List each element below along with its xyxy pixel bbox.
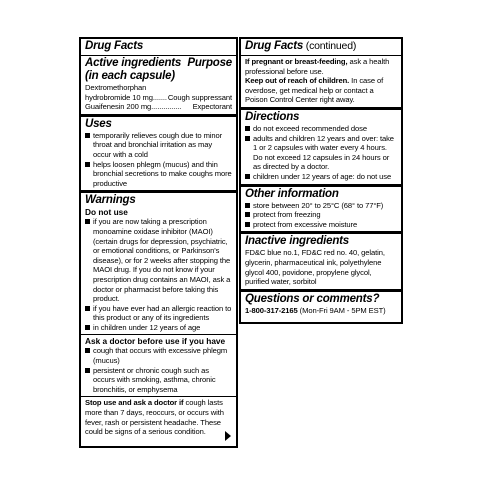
inactive-ingredients-section	[241, 231, 401, 288]
ingredient-line: Dextromethorphan	[85, 83, 147, 92]
bullet-icon	[245, 134, 253, 172]
list-item: if you have ever had an allergic reaction to this product or any of its ingredients	[85, 304, 232, 323]
bullet-icon	[85, 366, 93, 395]
list-item: temporarily relieves cough due to minor throat and bronchial irritation as may occur with a cold	[85, 131, 232, 160]
stop-use-section	[81, 396, 236, 438]
bullet-icon	[85, 346, 93, 365]
list-item: if you are now taking a prescription monoamine oxidase inhibitor (MAOI) (certain drugs for depression, psychiatric, or emotional conditions, or Parkinson's disease), or for 2 weeks after stopping the MAOI drug. If you do not know if your prescription drug contains an MAOI, ask a doctor or pharmacist before taking this product.	[85, 217, 232, 303]
drug-facts-panel-left	[79, 37, 238, 448]
list-item: protect from excessive moisture	[245, 220, 397, 230]
ingredient-amount: Guaifenesin 200 mg...............	[85, 102, 182, 112]
ingredient-row	[85, 102, 232, 112]
ingredient-row	[85, 93, 232, 103]
list-item: store between 20° to 25°C (68° to 77°F)	[245, 201, 397, 211]
bullet-icon	[245, 124, 253, 134]
list-item: in children under 12 years of age	[85, 323, 232, 333]
ingredient-purpose: Expectorant	[192, 102, 232, 112]
ask-doctor-heading: Ask a doctor before use if you have	[85, 336, 226, 347]
active-ingredients-heading: Active ingredients	[85, 57, 182, 69]
directions-heading: Directions	[245, 110, 300, 123]
list-item: adults and children 12 years and over: take 1 or 2 capsules with water every 4 hours. Do not exceed 12 capsules in 24 hours or as directed by a doctor.	[245, 134, 397, 172]
list-item: children under 12 years of age: do not use	[245, 172, 397, 182]
stop-use-text: Stop use and ask a doctor if cough lasts more than 7 days, reoccurs, or occurs with fever, rash or persistent headache. These could be signs of a serious condition.	[85, 398, 224, 437]
other-information-heading: Other information	[245, 187, 339, 200]
ingredient-amount: hydrobromide 10 mg.......	[85, 92, 167, 102]
list-item: cough that occurs with excessive phlegm (mucus)	[85, 346, 232, 365]
inactive-ingredients-heading: Inactive ingredients	[245, 235, 350, 248]
pregnancy-section	[241, 55, 401, 107]
title-section	[241, 39, 401, 55]
purpose-heading: Purpose	[187, 57, 232, 69]
drug-facts-panel-right	[239, 37, 403, 324]
title-section	[81, 39, 236, 55]
bullet-icon	[85, 304, 93, 323]
ask-doctor-section	[81, 334, 236, 396]
list-item: do not exceed recommended dose	[245, 124, 397, 134]
list-item: persistent or chronic cough such as occurs with smoking, asthma, chronic bronchitis, or emphysema	[85, 366, 232, 395]
phone-number: 1-800-317-2165	[245, 305, 298, 315]
keep-out-text: Keep out of reach of children. In case of overdose, get medical help or contact a Poison Control Center right away.	[245, 76, 384, 105]
bullet-icon	[85, 323, 93, 333]
list-item: helps loosen phlegm (mucus) and thin bronchial secretions to make coughs more productive	[85, 160, 232, 189]
warnings-section	[81, 190, 236, 334]
questions-contact	[245, 306, 397, 316]
ingredient-purpose: Cough suppressant	[167, 92, 232, 102]
bullet-icon	[245, 220, 253, 230]
do-not-use-heading: Do not use	[85, 207, 128, 218]
active-ingredients-subheading: (in each capsule)	[85, 70, 175, 82]
drug-facts-continued-title: Drug Facts (continued)	[245, 40, 357, 52]
bullet-icon	[85, 217, 93, 303]
bullet-icon	[245, 201, 253, 211]
active-ingredients-section	[81, 55, 236, 114]
uses-section	[81, 114, 236, 191]
continue-arrow-icon	[225, 431, 231, 441]
questions-heading: Questions or comments?	[245, 292, 380, 305]
bullet-icon	[85, 160, 93, 189]
bullet-icon	[85, 131, 93, 160]
pregnancy-text: If pregnant or breast-feeding, ask a health professional before use.	[245, 57, 390, 76]
uses-heading: Uses	[85, 117, 112, 130]
directions-section	[241, 107, 401, 184]
contact-hours: (Mon-Fri 9AM - 5PM EST)	[297, 305, 386, 315]
list-item: protect from freezing	[245, 210, 397, 220]
bullet-icon	[245, 210, 253, 220]
questions-section	[241, 289, 401, 318]
warnings-heading: Warnings	[85, 194, 136, 207]
bullet-icon	[245, 172, 253, 182]
drug-facts-title: Drug Facts	[85, 40, 144, 52]
other-information-section	[241, 184, 401, 232]
inactive-ingredients-text: FD&C blue no.1, FD&C red no. 40, gelatin, glycerin, pharmaceutical ink, polyethylene glycol 400, povidone, propylene glycol, purified water, sorbitol	[245, 248, 385, 287]
